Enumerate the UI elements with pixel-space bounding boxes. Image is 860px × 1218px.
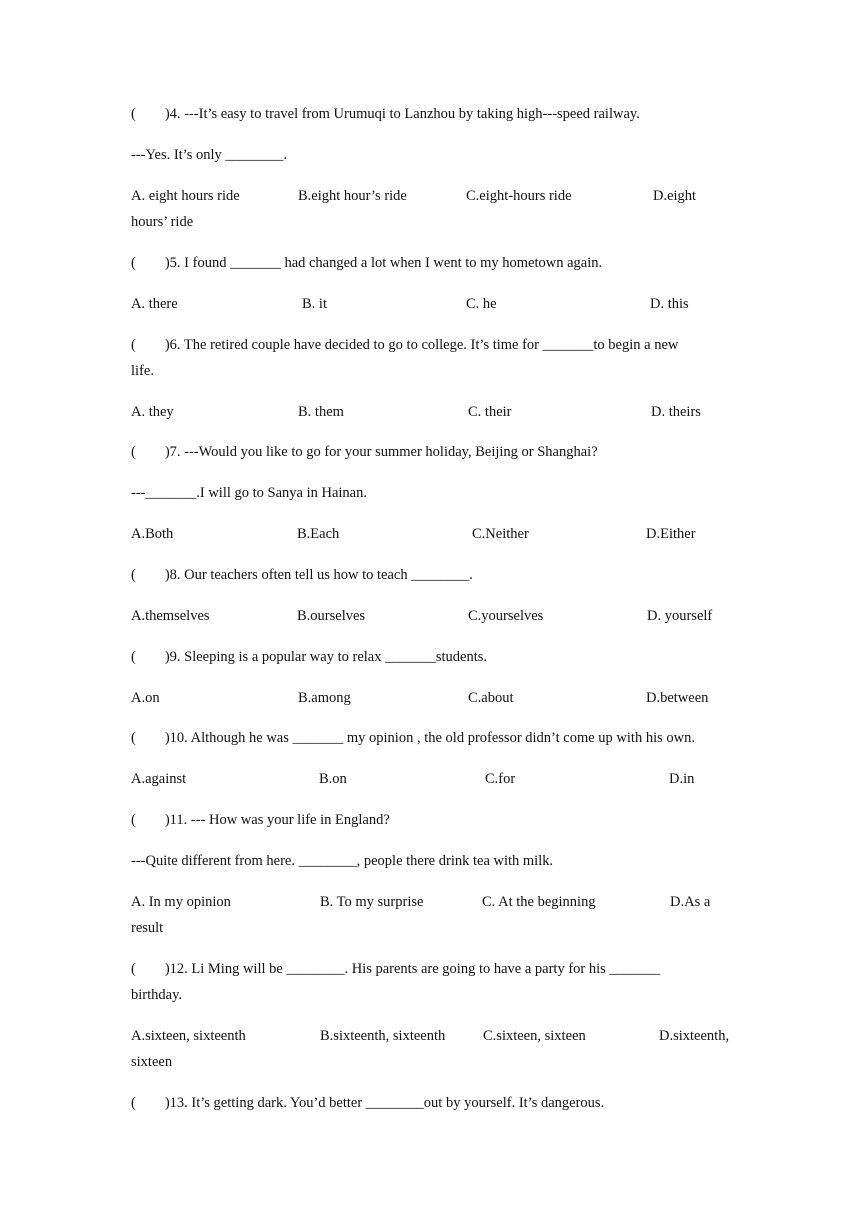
question-5-option-c: C. he xyxy=(466,296,497,312)
question-11-stem: ( )11. --- How was your life in England? xyxy=(131,812,390,828)
question-11-option-b: B. To my surprise xyxy=(320,894,424,910)
question-8-option-b: B.ourselves xyxy=(297,608,366,624)
question-12-option-d: D.sixteenth, xyxy=(659,1028,730,1044)
question-12-option-b: B.sixteenth, sixteenth xyxy=(320,1028,446,1044)
question-6-option-d: D. theirs xyxy=(651,404,701,420)
question-10-option-d: D.in xyxy=(669,771,695,787)
question-4-option-c: C.eight-hours ride xyxy=(466,188,572,204)
question-8-option-a: A.themselves xyxy=(131,608,210,624)
question-6-option-c: C. their xyxy=(468,404,512,420)
question-12-option-a: A.sixteen, sixteenth xyxy=(131,1028,246,1044)
question-8-option-d: D. yourself xyxy=(647,608,713,624)
question-6-stem: ( )6. The retired couple have decided to go to college. It’s time for _______to begin a new xyxy=(131,337,679,353)
question-8-option-c: C.yourselves xyxy=(468,608,544,624)
question-11-option-a: A. In my opinion xyxy=(131,894,231,910)
question-11-reply: ---Quite different from here. ________, people there drink tea with milk. xyxy=(131,853,554,869)
question-6-option-b: B. them xyxy=(298,404,344,420)
question-12-stem: ( )12. Li Ming will be ________. His parents are going to have a party for his _______ xyxy=(131,961,661,977)
question-4-stem: ( )4. ---It’s easy to travel from Urumuqi to Lanzhou by taking high---speed railway. xyxy=(131,106,640,122)
question-4-option-a: A. eight hours ride xyxy=(131,188,240,204)
question-7-reply: ---_______.I will go to Sanya in Hainan. xyxy=(131,485,367,501)
question-6-stem-continued: life. xyxy=(131,363,154,379)
question-10-stem: ( )10. Although he was _______ my opinion , the old professor didn’t come up with his own. xyxy=(131,730,695,746)
question-11-option-d-continued: result xyxy=(131,920,164,936)
question-7-option-c: C.Neither xyxy=(472,526,529,542)
question-7-option-d: D.Either xyxy=(646,526,696,542)
question-4-option-d-continued: hours’ ride xyxy=(131,214,194,230)
question-10-option-a: A.against xyxy=(131,771,187,787)
question-5-option-a: A. there xyxy=(131,296,178,312)
question-8-stem: ( )8. Our teachers often tell us how to teach ________. xyxy=(131,567,473,583)
question-7-stem: ( )7. ---Would you like to go for your summer holiday, Beijing or Shanghai? xyxy=(131,444,598,460)
question-5-stem: ( )5. I found _______ had changed a lot when I went to my hometown again. xyxy=(131,255,603,271)
question-5-option-b: B. it xyxy=(302,296,327,312)
question-4-option-d: D.eight xyxy=(653,188,697,204)
question-12-option-c: C.sixteen, sixteen xyxy=(483,1028,586,1044)
question-11-option-c: C. At the beginning xyxy=(482,894,596,910)
question-10-option-b: B.on xyxy=(319,771,347,787)
question-11-option-d: D.As a xyxy=(670,894,711,910)
question-7-option-a: A.Both xyxy=(131,526,174,542)
question-6-option-a: A. they xyxy=(131,404,174,420)
question-12-stem-continued: birthday. xyxy=(131,987,183,1003)
question-7-option-b: B.Each xyxy=(297,526,340,542)
question-5-option-d: D. this xyxy=(650,296,689,312)
question-9-option-a: A.on xyxy=(131,690,160,706)
question-9-option-d: D.between xyxy=(646,690,709,706)
question-9-stem: ( )9. Sleeping is a popular way to relax _______students. xyxy=(131,649,487,665)
question-9-option-c: C.about xyxy=(468,690,514,706)
question-9-option-b: B.among xyxy=(298,690,351,706)
question-13-stem: ( )13. It’s getting dark. You’d better ________out by yourself. It’s dangerous. xyxy=(131,1095,605,1111)
question-4-reply: ---Yes. It’s only ________. xyxy=(131,147,288,163)
question-4-option-b: B.eight hour’s ride xyxy=(298,188,407,204)
question-12-option-d-continued: sixteen xyxy=(131,1054,173,1070)
question-10-option-c: C.for xyxy=(485,771,516,787)
